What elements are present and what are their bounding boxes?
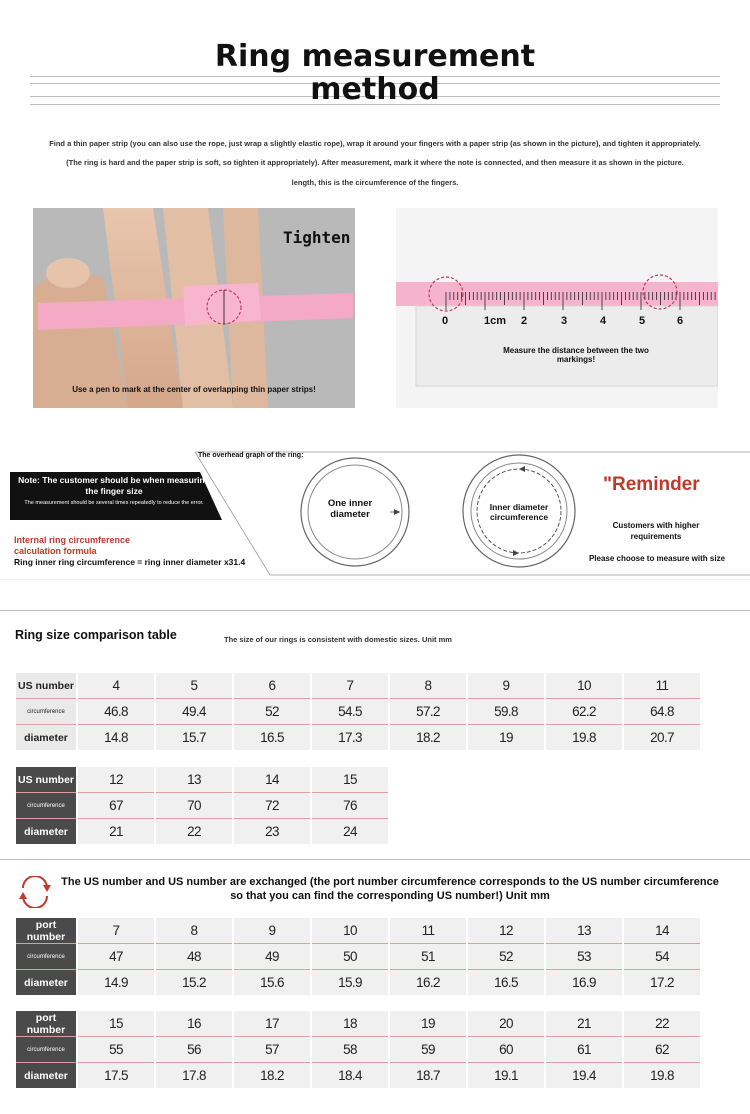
port-table-note: The US number and US number are exchanged (the port number circumference corresponds to the US number circumference so that you can find the corresponding US number!) Unit mm (61, 876, 719, 902)
dia-cell: 19.8 (546, 725, 622, 750)
port-cell: 14 (624, 918, 700, 944)
dia-cell: 17.5 (78, 1063, 154, 1088)
dia-cell: 15.9 (312, 970, 388, 995)
formula-title: Internal ring circumference calculation formula (14, 535, 131, 556)
formula-text: Ring inner ring circumference = ring inner diameter x31.4 (14, 557, 246, 567)
circ-cell: 52 (234, 699, 310, 725)
us-cell: 12 (78, 767, 154, 793)
us-number-label: US number (16, 673, 76, 699)
us-cell: 8 (390, 673, 466, 699)
circ-cell: 54.5 (312, 699, 388, 725)
port-cell: 13 (546, 918, 622, 944)
us-cell: 11 (624, 673, 700, 699)
circ-cell: 49.4 (156, 699, 232, 725)
dia-cell: 18.2 (390, 725, 466, 750)
dia-cell: 17.3 (312, 725, 388, 750)
ruler-label-4: 4 (600, 315, 607, 327)
circumference-label: circumference (16, 944, 76, 970)
dia-cell: 23 (234, 819, 310, 844)
dia-cell: 19.4 (546, 1063, 622, 1088)
size-table-block-1 (14, 673, 702, 750)
section-divider-2 (0, 859, 750, 860)
page-title (0, 40, 750, 106)
reminder-line-1: Customers with higher requirements (612, 521, 700, 541)
us-cell: 4 (78, 673, 154, 699)
tighten-label: Tighten (283, 228, 351, 247)
circ-cell: 59.8 (468, 699, 544, 725)
circ-cell: 59 (390, 1037, 466, 1063)
port-cell: 22 (624, 1011, 700, 1037)
ruler-label-5: 5 (639, 315, 646, 327)
circumference-label: circumference (16, 1037, 76, 1063)
dia-cell: 14.8 (78, 725, 154, 750)
dia-cell: 19.1 (468, 1063, 544, 1088)
us-cell: 7 (312, 673, 388, 699)
dia-cell: 15.6 (234, 970, 310, 995)
circ-cell: 51 (390, 944, 466, 970)
port-cell: 7 (78, 918, 154, 944)
ruler-label-3: 3 (561, 315, 568, 327)
diameter-label: diameter (16, 970, 76, 995)
port-cell: 16 (156, 1011, 232, 1037)
circ-cell: 60 (468, 1037, 544, 1063)
note-title: Note: The customer should be when measuring the finger size (18, 475, 210, 496)
circ-cell: 50 (312, 944, 388, 970)
ruler-label-1: 1cm (484, 315, 507, 327)
port-table-block-1 (14, 918, 702, 995)
dia-cell: 16.5 (234, 725, 310, 750)
note-subtitle: The measurement should be several times repeatedly to reduce the error. (24, 500, 204, 506)
size-table-title: Ring size comparison table (15, 628, 177, 642)
circ-cell: 55 (78, 1037, 154, 1063)
port-cell: 11 (390, 918, 466, 944)
port-cell: 8 (156, 918, 232, 944)
port-number-label: port number (16, 1011, 76, 1037)
us-cell: 5 (156, 673, 232, 699)
port-cell: 12 (468, 918, 544, 944)
circumference-label: circumference (16, 793, 76, 819)
circle2-label: Inner diameter circumference (489, 502, 549, 522)
size-table-block-2 (14, 767, 390, 844)
dia-cell: 14.9 (78, 970, 154, 995)
circ-cell: 54 (624, 944, 700, 970)
circ-cell: 70 (156, 793, 232, 819)
circ-cell: 76 (312, 793, 388, 819)
circ-cell: 48 (156, 944, 232, 970)
us-cell: 14 (234, 767, 310, 793)
diameter-label: diameter (16, 1063, 76, 1088)
intro-line-2: (The ring is hard and the paper strip is soft, so tighten it appropriately). After measurement, mark it where the note is connected, and then measure it as shown in the picture. (66, 158, 684, 167)
us-cell: 9 (468, 673, 544, 699)
circ-cell: 46.8 (78, 699, 154, 725)
dia-cell: 15.7 (156, 725, 232, 750)
dia-cell: 18.4 (312, 1063, 388, 1088)
circ-cell: 57.2 (390, 699, 466, 725)
dia-cell: 16.5 (468, 970, 544, 995)
circ-cell: 62.2 (546, 699, 622, 725)
port-cell: 20 (468, 1011, 544, 1037)
us-cell: 10 (546, 673, 622, 699)
circ-cell: 64.8 (624, 699, 700, 725)
circ-cell: 57 (234, 1037, 310, 1063)
circ-cell: 58 (312, 1037, 388, 1063)
dia-cell: 19 (468, 725, 544, 750)
intro-line-3: length, this is the circumference of the fingers. (291, 178, 459, 187)
circ-cell: 67 (78, 793, 154, 819)
overhead-label: The overhead graph of the ring: (198, 452, 304, 459)
circle1-label: One inner diameter (310, 499, 390, 520)
ruler-label-6: 6 (677, 315, 684, 327)
circumference-label: circumference (16, 699, 76, 725)
dia-cell: 16.9 (546, 970, 622, 995)
exchange-arrows-icon (17, 876, 53, 908)
diameter-label: diameter (16, 819, 76, 844)
port-number-label: port number (16, 918, 76, 944)
port-cell: 17 (234, 1011, 310, 1037)
us-cell: 6 (234, 673, 310, 699)
reminder-title: "Reminder (603, 474, 700, 495)
port-cell: 18 (312, 1011, 388, 1037)
dia-cell: 21 (78, 819, 154, 844)
reminder-line-2: Please choose to measure with size (588, 554, 726, 563)
dia-cell: 16.2 (390, 970, 466, 995)
circ-cell: 72 (234, 793, 310, 819)
diameter-label: diameter (16, 725, 76, 750)
dia-cell: 18.2 (234, 1063, 310, 1088)
port-cell: 19 (390, 1011, 466, 1037)
title-line-1: Ring measurement (214, 39, 536, 74)
ruler-illustration (396, 208, 718, 408)
hand-caption: Use a pen to mark at the center of overlapping thin paper strips! (72, 385, 316, 394)
circ-cell: 52 (468, 944, 544, 970)
us-cell: 15 (312, 767, 388, 793)
ruler-photo (396, 208, 718, 408)
port-cell: 21 (546, 1011, 622, 1037)
dia-cell: 24 (312, 819, 388, 844)
port-table-block-2 (14, 1011, 702, 1088)
dia-cell: 18.7 (390, 1063, 466, 1088)
dia-cell: 17.8 (156, 1063, 232, 1088)
ruler-caption: Measure the distance between the two markings! (503, 346, 649, 364)
dia-cell: 20.7 (624, 725, 700, 750)
ruler-label-0: 0 (442, 315, 449, 327)
dia-cell: 17.2 (624, 970, 700, 995)
hand-photo (33, 208, 355, 408)
dia-cell: 15.2 (156, 970, 232, 995)
port-cell: 9 (234, 918, 310, 944)
size-table-subtitle: The size of our rings is consistent with domestic sizes. Unit mm (224, 635, 452, 644)
us-cell: 13 (156, 767, 232, 793)
circ-cell: 56 (156, 1037, 232, 1063)
dia-cell: 19.8 (624, 1063, 700, 1088)
dia-cell: 22 (156, 819, 232, 844)
circ-cell: 49 (234, 944, 310, 970)
circ-cell: 53 (546, 944, 622, 970)
intro-line-1: Find a thin paper strip (you can also use the rope, just wrap a slightly elastic rope), wrap it around your fingers with a paper strip (as shown in the picture), and tighten it appropriately. (49, 139, 701, 148)
port-cell: 10 (312, 918, 388, 944)
port-cell: 15 (78, 1011, 154, 1037)
circ-cell: 61 (546, 1037, 622, 1063)
us-number-label: US number (16, 767, 76, 793)
circ-cell: 62 (624, 1037, 700, 1063)
title-line-2: method (310, 72, 440, 107)
section-divider-1 (0, 610, 750, 611)
circ-cell: 47 (78, 944, 154, 970)
ruler-label-2: 2 (521, 315, 528, 327)
